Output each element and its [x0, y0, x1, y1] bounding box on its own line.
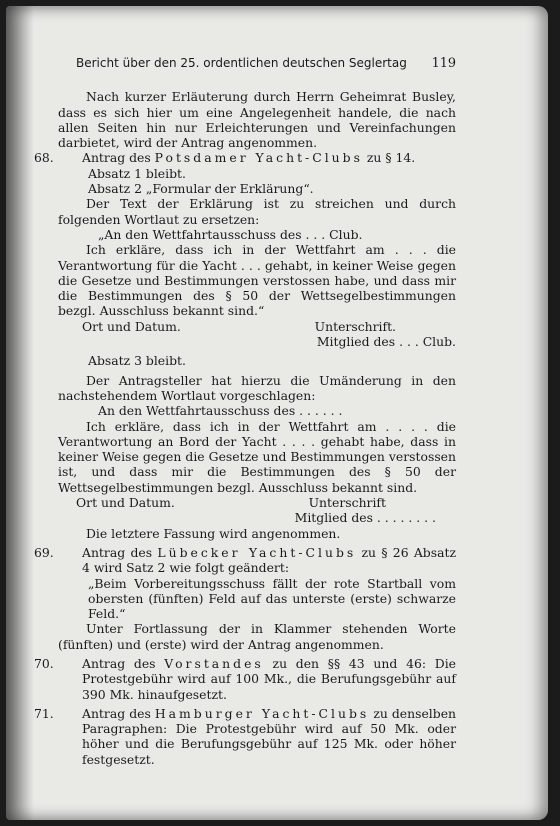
- item-text: zu § 26 Absatz 4 wird Satz 2 wie folgt geändert:: [82, 544, 456, 576]
- item-text: Antrag des: [82, 150, 155, 166]
- text-erklaerung: Der Text der Erklärung ist zu streichen und durch folgenden Wortlaut zu ersetzen:: [58, 196, 456, 227]
- club-name: Hamburger Yacht-Clubs: [154, 705, 370, 721]
- antragsteller-paragraph: Der Antragsteller hat hierzu die Umänderung in den nachstehendem Wortlaut vorgeschlagen:: [58, 372, 456, 403]
- page-gutter-shadow: [6, 6, 34, 820]
- vorstand-name: Vorstandes: [164, 655, 264, 671]
- absatz-2: Absatz 2 „Formular der Erklärung“.: [88, 181, 314, 197]
- item-number: 69.: [34, 544, 54, 560]
- item-text: zu denselben Paragraphen: Die Protestgebühr wird auf 50 Mk. oder höher und die Berufungsgebühr auf 125 Mk. oder höher festgesetzt.: [82, 705, 457, 767]
- club-name: Potsdamer Yacht-Clubs: [154, 150, 363, 166]
- club-name: Lübecker Yacht-Clubs: [157, 544, 357, 560]
- item-text: zu den §§ 43 und 46: Die Protestgebühr wird auf 100 Mk., die Berufungsgebühr auf 390 Mk. hinaufgesetzt.: [82, 655, 456, 702]
- place-date-1: Ort und Datum.: [82, 318, 181, 334]
- page-content: [34, 56, 457, 767]
- place-date-2: Ort und Datum.: [76, 495, 175, 511]
- adoption-note: Die letztere Fassung wird angenommen.: [86, 525, 341, 541]
- item-text: Antrag des: [82, 544, 158, 560]
- item-text: Antrag des: [82, 705, 155, 721]
- paragraph-busley: Nach kurzer Erläuterung durch Herrn Geheimrat Busley, dass es sich hier um eine Angelegenheit handele, die nach allen Seiten hin nur Erleichterungen und Vereinfachungen darbietet, wird der Antrag angenommen.: [58, 89, 456, 151]
- declaration-1: Ich erkläre, dass ich in der Wettfahrt am . . . die Verantwortung für die Yacht . . . gehabt, in keiner Weise gegen die Gesetze und Bestimmungen verstossen habe, und dass mir die Bestimmungen des § 50 der Wettsegelbestimmungen bezgl. Ausschluss bekannt sind.“: [58, 242, 456, 319]
- absatz-1: Absatz 1 bleibt.: [88, 165, 186, 181]
- page-number: 119: [431, 56, 456, 71]
- address-line-2: An den Wettfahrtausschuss des . . . . . .: [98, 403, 343, 419]
- signature-1: Unterschrift.: [314, 318, 396, 334]
- item-71: [34, 705, 457, 767]
- item-number: 71.: [34, 705, 54, 721]
- signature-2: Unterschrift: [308, 495, 386, 511]
- member-line-2: Mitglied des . . . . . . . .: [294, 510, 436, 526]
- item-text: zu § 14.: [362, 150, 416, 166]
- member-line-1: Mitglied des . . . Club.: [316, 334, 456, 350]
- running-header: [58, 56, 456, 71]
- item-text: Antrag des: [82, 655, 165, 671]
- header-title: Bericht über den 25. ordentlichen deutschen Seglertag: [76, 56, 407, 70]
- absatz-3: Absatz 3 bleibt.: [88, 353, 186, 369]
- item-number: 68.: [34, 150, 54, 166]
- quote-beim: „Beim Vorbereitungsschuss fällt der rote Startball vom obersten (fünften) Feld auf das unterste (erste) schwarze Feld.“: [88, 575, 456, 622]
- signature-row-1: [58, 319, 456, 334]
- item-70: [34, 655, 456, 702]
- address-line-1: „An den Wettfahrtausschuss des . . . Club.: [98, 226, 363, 242]
- unter-fortlassung: Unter Fortlassung der in Klammer stehenden Worte (fünften) und (erste) wird der Antrag angenommen.: [58, 621, 456, 652]
- item-number: 70.: [34, 655, 54, 671]
- item-68: [34, 150, 456, 166]
- book-page: [6, 6, 548, 820]
- item-69: [34, 544, 456, 576]
- signature-row-2: [58, 495, 456, 510]
- declaration-2: Ich erkläre, dass ich in der Wettfahrt am . . . . die Verantwortung an Bord der Yacht . . . . gehabt habe, dass in keiner Weise gegen die Gesetze und Bestimmungen verstossen ist, und dass mir die Bestimmungen des § 50 der Wettsegelbestimmungen bezgl. Ausschluss bekannt sind.: [58, 418, 456, 495]
